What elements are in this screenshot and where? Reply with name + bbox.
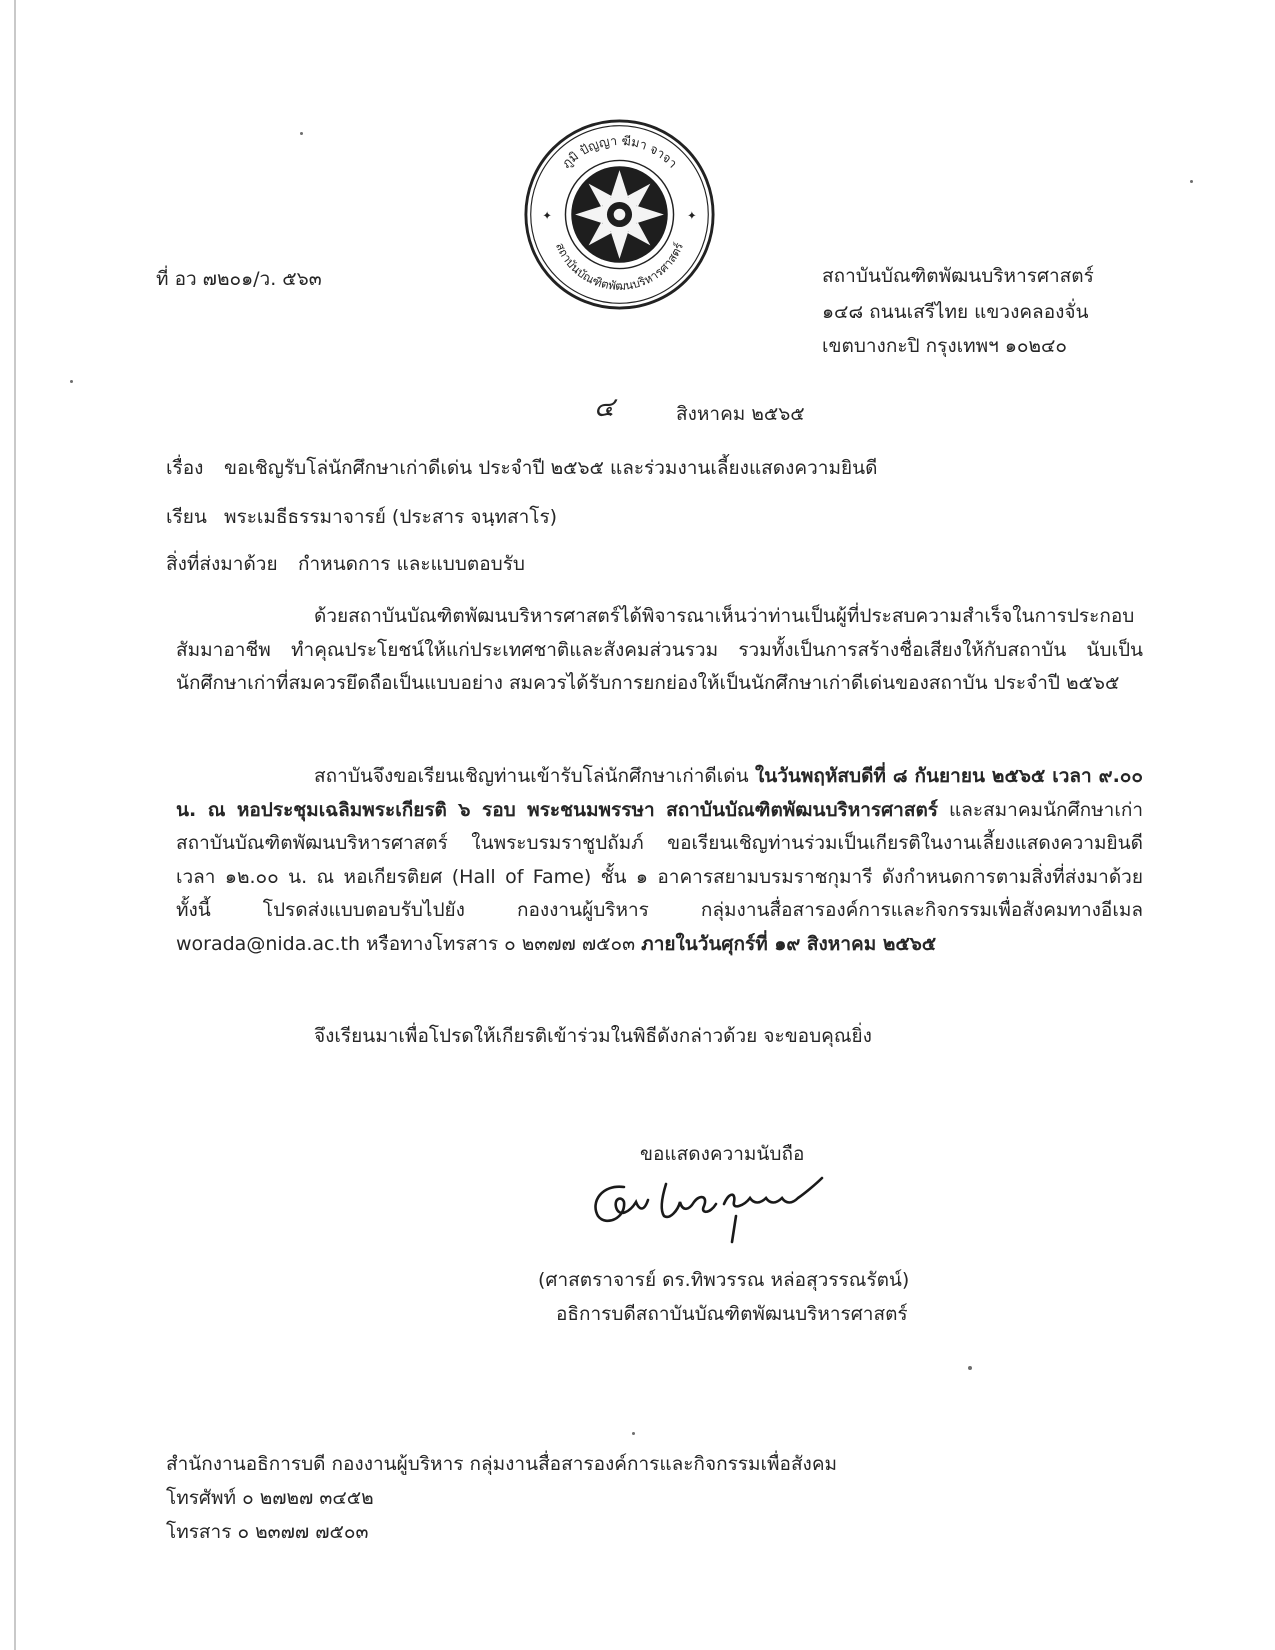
signature-mark-icon	[584, 1172, 854, 1252]
page-edge-shadow	[14, 0, 16, 1650]
signer-title: อธิการบดีสถาบันบัณฑิตพัฒนบริหารศาสตร์	[556, 1303, 908, 1325]
emblem-bottom-text: สถาบันบัณฑิตพัฒนบริหารศาสตร์	[552, 240, 687, 293]
svg-text:✦: ✦	[687, 208, 697, 223]
institution-emblem	[523, 118, 716, 311]
signer-name: (ศาสตราจารย์ ดร.ทิพวรรณ หล่อสุวรรณรัตน์)	[538, 1269, 910, 1291]
body-paragraph-2-text	[176, 760, 1143, 961]
scan-speck	[300, 132, 303, 135]
subject-label: เรื่อง	[166, 457, 204, 479]
scan-speck	[70, 380, 73, 383]
svg-text:✦: ✦	[542, 208, 553, 223]
closing-phrase: ขอแสดงความนับถือ	[640, 1143, 805, 1165]
footer-office: สำนักงานอธิการบดี กองงานผู้บริหาร กลุ่มงานสื่อสารองค์การและกิจกรรมเพื่อสังคม	[166, 1453, 838, 1475]
body-paragraph-1	[176, 600, 1143, 701]
enclosure-label: สิ่งที่ส่งมาด้วย	[166, 553, 278, 575]
org-district-line: เขตบางกะปิ กรุงเทพฯ ๑๐๒๔๐	[822, 335, 1068, 357]
body-paragraph-2	[176, 760, 1143, 961]
scan-speck	[1190, 180, 1193, 183]
addressee-text: พระเมธีธรรมาจารย์ (ประสาร จนฺทสาโร)	[224, 506, 558, 528]
body-paragraph-3: จึงเรียนมาเพื่อโปรดให้เกียรติเข้าร่วมในพิธีดังกล่าวด้วย จะขอบคุณยิ่ง	[314, 1025, 872, 1047]
enclosure-text: กำหนดการ และแบบตอบรับ	[298, 553, 525, 575]
scan-speck	[968, 1366, 972, 1370]
footer-phone: โทรศัพท์ ๐ ๒๗๒๗ ๓๔๕๒	[166, 1487, 374, 1509]
scan-speck	[632, 1432, 635, 1435]
signature	[584, 1172, 854, 1252]
footer-fax: โทรสาร ๐ ๒๓๗๗ ๗๕๐๓	[166, 1521, 369, 1543]
svg-text:ภูมิ ปัญญา ฆีมา จาจา	[559, 133, 681, 172]
reference-number: ที่ อว ๗๒๐๑/ว. ๕๖๓	[156, 268, 322, 290]
ceremony-date-venue: ในวันพฤหัสบดีที่ ๘ กันยายน ๒๕๖๕ เวลา ๙.๐๐ น. ณ หอประชุมเฉลิมพระเกียรติ ๖ รอบ พระชนมพรรษา สถาบันบัณฑิตพัฒนบริหารศาสตร์	[176, 765, 1143, 821]
reception-details: และสมาคมนักศึกษาเก่าสถาบันบัณฑิตพัฒนบริหารศาสตร์ ในพระบรมราชูปถัมภ์ ขอเรียนเชิญท่านร่วมเป็นเกียรติในงานเลี้ยงแสดงความยินดี เวลา ๑๒.๐๐ น. ณ หอเกียรติยศ (Hall of Fame) ชั้น ๑ อาคารสยามบรมราชกุมารี ดังกำหนดการตามสิ่งที่ส่งมาด้วย ทั้งนี้ โปรดส่งแบบตอบรับไปยัง กองงานผู้บริหาร กลุ่มงานสื่อสารองค์การและกิจกรรมเพื่อสังคมทางอีเมล worada@nida.ac.th หรือทางโทรสาร ๐ ๒๓๗๗ ๗๕๐๓	[176, 798, 1143, 955]
date-month-year: สิงหาคม ๒๕๖๕	[676, 403, 805, 425]
emblem-top-text: ภูมิ ปัญญา ฆีมา จาจา	[558, 132, 681, 171]
org-address-line: ๑๔๘ ถนนเสรีไทย แขวงคลองจั่น	[822, 301, 1089, 323]
org-name: สถาบันบัณฑิตพัฒนบริหารศาสตร์	[822, 265, 1094, 287]
subject-text: ขอเชิญรับโล่นักศึกษาเก่าดีเด่น ประจำปี ๒๕๖๕ และร่วมงานเลี้ยงแสดงความยินดี	[224, 457, 878, 479]
invitation-text: สถาบันจึงขอเรียนเชิญท่านเข้ารับโล่นักศึกษาเก่าดีเด่น	[314, 765, 749, 787]
reply-deadline: ภายในวันศุกร์ที่ ๑๙ สิงหาคม ๒๕๖๕	[641, 932, 937, 955]
date-day-handwritten: ๔	[594, 392, 615, 423]
addressee-label: เรียน	[166, 506, 207, 528]
body-paragraph-1-text: ด้วยสถาบันบัณฑิตพัฒนบริหารศาสตร์ได้พิจารณาเห็นว่าท่านเป็นผู้ที่ประสบความสำเร็จในการประกอบสัมมาอาชีพ ทำคุณประโยชน์ให้แก่ประเทศชาติและสังคมส่วนรวม รวมทั้งเป็นการสร้างชื่อเสียงให้กับสถาบัน นับเป็นนักศึกษาเก่าที่สมควรยึดถือเป็นแบบอย่าง สมควรได้รับการยกย่องให้เป็นนักศึกษาเก่าดีเด่นของสถาบัน ประจำปี ๒๕๖๕	[176, 605, 1143, 694]
emblem-seal-icon	[523, 118, 716, 311]
